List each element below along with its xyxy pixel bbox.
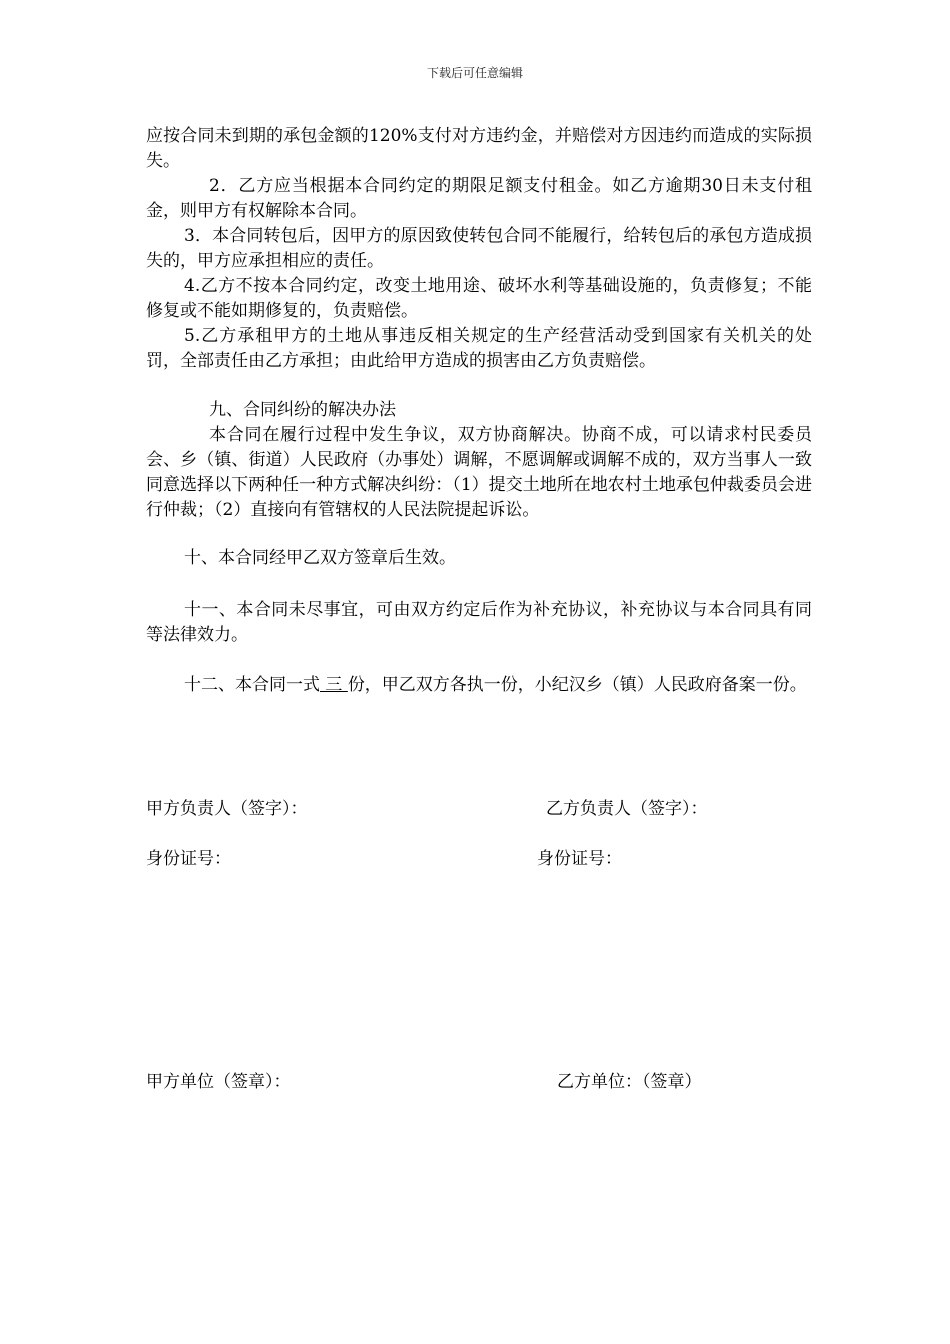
section-12-text [146, 673, 812, 698]
section-11-text: 十一、本合同未尽事宜，可由双方约定后作为补充协议，补充协议与本合同具有同等法律效力。 [146, 600, 812, 645]
contract-body [146, 124, 812, 374]
section-12-suffix: 份，甲乙双方各执一份，小纪汉乡（镇）人民政府备案一份。 [347, 675, 807, 695]
section-9-title: 九、合同纠纷的解决办法 [209, 400, 396, 420]
paragraph-breach-penalty: 应按合同未到期的承包金额的120%支付对方违约金，并赔偿对方因违约而造成的实际损失。 [146, 126, 812, 171]
party-a-id-label: 身份证号： [146, 849, 231, 869]
paragraph-land-use-change: 4.乙方不按本合同约定，改变土地用途、破坏水利等基础设施的，负责修复；不能修复或不能如期修复的，负责赔偿。 [146, 276, 812, 321]
section-10 [146, 546, 812, 571]
party-b-representative-label: 乙方负责人（签字）： [546, 799, 708, 819]
section-9-body: 本合同在履行过程中发生争议，双方协商解决。协商不成，可以请求村民委员会、乡（镇、街道）人民政府（办事处）调解，不愿调解或调解不成的，双方当事人一致同意选择以下两种任一种方式解决纠纷：（1）提交土地所在地农村土地承包仲裁委员会进行仲裁；（2）直接向有管辖权的人民法院提起诉讼。 [146, 425, 812, 520]
paragraph-sublease-liability: 3．本合同转包后，因甲方的原因致使转包合同不能履行，给转包后的承包方造成损失的，甲方应承担相应的责任。 [146, 226, 812, 271]
party-b-unit-label: 乙方单位：（签章） [557, 1072, 702, 1092]
paragraph-illegal-operation: 5.乙方承租甲方的土地从事违反相关规定的生产经营活动受到国家有关机关的处罚，全部责任由乙方承担；由此给甲方造成的损害由乙方负责赔偿。 [146, 326, 812, 371]
page-header: 下载后可任意编辑 [426, 66, 523, 80]
section-dispute [146, 398, 812, 523]
section-10-text: 十、本合同经甲乙双方签章后生效。 [184, 548, 456, 568]
section-12-prefix: 十二、本合同一式 [184, 675, 320, 695]
copy-count: 三 [320, 675, 348, 695]
paragraph-rent-payment: 2．乙方应当根据本合同约定的期限足额支付租金。如乙方逾期30日未支付租金，则甲方有权解除本合同。 [146, 176, 812, 221]
section-12 [146, 673, 812, 698]
party-b-id-label: 身份证号： [537, 849, 622, 869]
party-a-unit-label: 甲方单位（签章）： [146, 1072, 291, 1092]
section-11 [146, 598, 812, 648]
party-a-representative-label: 甲方负责人（签字）： [146, 799, 308, 819]
